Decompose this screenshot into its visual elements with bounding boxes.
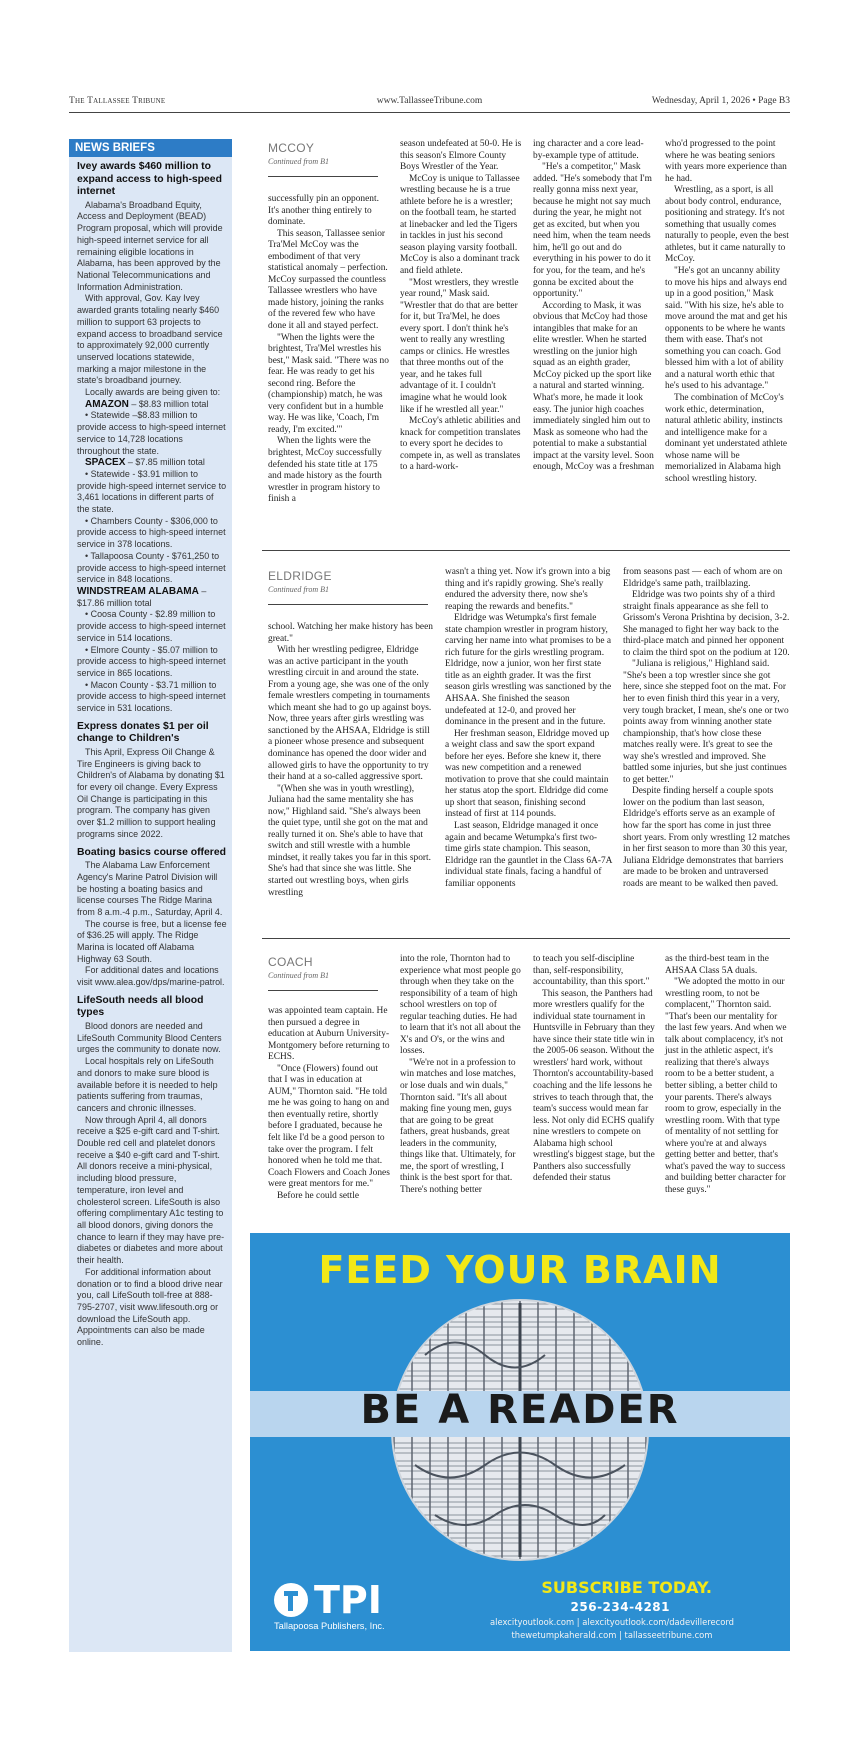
- paragraph: When the lights were the brightest, McCoy successfully defended his state title at 175 and made history as the fourth wrestler in program history to finish a: [268, 436, 382, 505]
- article-column: [533, 954, 655, 1185]
- award-item: • Chambers County - $306,000 to provide access to high-speed internet service in 378 locations.: [77, 515, 226, 550]
- article-column: [268, 1006, 390, 1202]
- brief-paragraph: The Alabama Law Enforcement Agency's Marine Patrol Division will be hosting a boating basics and license courses The Ridge Marina from 8 a.m.-4 p.m., Saturday, April 4.: [77, 860, 223, 917]
- paragraph: was appointed team captain. He then pursued a degree in education at Auburn University-Montgomery before returning to ECHS.: [268, 1006, 390, 1063]
- ad-headline: FEED YOUR BRAIN: [318, 1248, 722, 1292]
- brief-paragraph: This April, Express Oil Change & Tire Engineers is giving back to Children's of Alabama by donating $1 for every oil change. Every Express Oil Change is participating in this program. The company has given over $1.2 million to support healing programs since 2022.: [77, 746, 225, 839]
- ad-phone[interactable]: 256-234-4281: [570, 1600, 670, 1614]
- mccoy-kicker-box: [268, 141, 378, 166]
- brief-title: LifeSouth needs all blood types: [77, 994, 204, 1019]
- news-briefs-title: NEWS BRIEFS: [69, 139, 232, 157]
- paragraph: Despite finding herself a couple spots lower on the podium than last season, Eldridge's efforts serve as an example of how far the sport has come in just three short years. From only wrestling 12 matches in her first season to more than 30 this year, Juliana Eldridge demonstrates that barriers are made to be broken and untraversed roads are meant to be walked then paved.: [623, 786, 790, 889]
- article-column: [533, 139, 655, 474]
- award-item: • Statewide –$8.83 million to provide access to high-speed internet service to 14,728 locations throughout the state.: [77, 410, 226, 456]
- page-header: [69, 96, 790, 110]
- paragraph: Eldridge was Wetumpka's first female state champion wrestler in program history, carving her name into what promises to be a rich future for the girls wrestling program. Eldridge, now a junior, won her first state title as an eighth grader. It was the first season girls wrestling was sanctioned by the AHSAA. She finished the season undefeated at 12-0, and proved her dominance in the present and in the future.: [445, 613, 612, 728]
- continued-from: Continued from B1: [268, 971, 330, 980]
- article-column: [268, 194, 390, 506]
- article-column: [665, 139, 789, 485]
- paragraph: The combination of McCoy's work ethic, determination, natural athletic ability, instincts and intelligence make for a dominant yet understated athlete whose name will be memorialized in Alabama high school wrestling history.: [665, 393, 788, 484]
- award-amount: – $7.85 million total: [125, 457, 205, 468]
- brief-title: Express donates $1 per oil change to Children's: [77, 720, 209, 745]
- brief-paragraph: Alabama's Broadband Equity, Access and Deployment (BEAD) Program proposal, which will provide high-speed internet service for all remaining eligible locations in Alabama, has been approved by the National Telecommunications and Information Administration.: [77, 199, 223, 292]
- article-kicker: ELDRIDGE: [268, 569, 332, 583]
- paragraph: who'd progressed to the point where he was beating seniors with years more experience than he had.: [665, 139, 787, 184]
- article-column: [268, 622, 434, 899]
- kicker-rule: [268, 604, 428, 605]
- brief-paragraph: With approval, Gov. Kay Ivey awarded grants totaling nearly $460 million to support 63 projects to expand access to broadband service to approximately 92,000 currently unserved locations statewide, marking a major milestone in the state's broadband journey.: [77, 293, 223, 386]
- news-briefs-sidebar: [69, 139, 232, 1652]
- paragraph: school. Watching her make history has been great.": [268, 622, 433, 644]
- paragraph: as the third-best team in the AHSAA Class 5A duals.: [665, 954, 769, 976]
- award-name: SPACEX: [85, 457, 126, 469]
- paragraph: to teach you self-discipline than, self-responsibility, accountability, than this sport.": [533, 954, 650, 988]
- article-column: [400, 954, 522, 1196]
- article-column: [623, 567, 790, 890]
- brief-paragraph: Blood donors are needed and LifeSouth Community Blood Centers urges the community to donate now.: [77, 1021, 222, 1055]
- ad-cta[interactable]: SUBSCRIBE TODAY.: [541, 1578, 712, 1597]
- article-kicker: MCCOY: [268, 141, 315, 155]
- paragraph: season undefeated at 50-0. He is this season's Elmore County Boys Wrestler of the Year.: [400, 139, 522, 173]
- award-item: • Macon County - $3.71 million to provide access to high-speed internet service in 531 locations.: [77, 679, 226, 714]
- ad-sites[interactable]: alexcityoutlook.com | alexcityoutlook.com/dadevillerecord: [490, 1617, 734, 1627]
- ad-brand: TPI: [314, 1578, 382, 1622]
- ad-sites[interactable]: thewetumpkaherald.com | tallasseetribune.com: [511, 1630, 713, 1640]
- tpi-logo-icon: [274, 1583, 308, 1617]
- paragraph: Before he could settle: [277, 1190, 359, 1201]
- paragraph: successfully pin an opponent. It's another thing entirely to dominate.: [268, 194, 379, 228]
- paragraph: from seasons past — each of whom are on Eldridge's same path, trailblazing.: [623, 567, 783, 589]
- paragraph: McCoy's athletic abilities and knack for competition translates to every sport he decides to compete in, as well as translates to a hard-work-: [400, 416, 521, 473]
- brief-title: Boating basics course offered: [77, 846, 226, 858]
- award-windstream: [77, 586, 228, 609]
- paragraph: "(When she was in youth wrestling), Juliana had the same mentality she has now," Highland said. "She's always been the quiet type, until she got on the mat and really turned it on. She's able to have that switch and still wrestle with a humble mindset, it really takes you far in this sport. She's had that since she was little. She started out wrestling boys, when girls wrestling: [268, 783, 431, 898]
- paragraph: Last season, Eldridge managed it once again and became Wetumpka's first two-time girls state champion. This season, Eldridge ran the gauntlet in the Class 6A-7A individual state finals, facing a handful of familiar opponents: [445, 821, 612, 889]
- brief-paragraph: For additional information about donation or to find a blood drive near you, call LifeSouth toll-free at 888-795-2707, visit www.lifesouth.org or download the LifeSouth app. Appointments can also be made online.: [77, 1266, 223, 1348]
- paragraph: With her wrestling pedigree, Eldridge was an active participant in the youth wrestling circuit in and around the state. From a young age, she was one of the only female wrestlers competing in tournaments which meant she had to go up against boys. Now, three years after girls wrestling was sanctioned by the AHSAA, Eldridge is still a pioneer whose presence and subsequent dominance has opened the door wider and allowed girls to have the opportunity to try their hand at a so-called aggressive sport.: [268, 645, 432, 783]
- eldridge-kicker-box: [268, 569, 428, 594]
- paragraph: "He's got an uncanny ability to move his hips and always end up in a good position," Mask said. "With his size, he's able to move around the mat and get his opponents to be where he wants them with ease. That's not something you can coach. God blessed him with a lot of ability and a natural worth ethic that he's used to his advantage.": [665, 266, 788, 392]
- section-rule: [262, 550, 790, 551]
- paragraph: Wrestling, as a sport, is all about body control, endurance, positioning and strategy. It's not something that usually comes naturally to people, even the best athletes, but it came naturally to McCoy.: [665, 185, 789, 265]
- award-name: AMAZON: [85, 398, 129, 410]
- article-column: [445, 567, 613, 890]
- brief-title: Ivey awards $460 million to expand access to high-speed internet: [77, 161, 222, 198]
- article-kicker: COACH: [268, 955, 313, 969]
- brief-paragraph: Now through April 4, all donors receive a $25 e-gift card and T-shirt. Double red cell and platelet donors receive a $40 e-gift card and T-shirt. All donors receive a mini-physical, including blood pressure, temperature, iron level and cholesterol screen. LifeSouth is also offering complimentary A1c testing to all blood donors, giving donors the chance to learn if they may have pre-diabetes or diabetes and more about their health.: [77, 1114, 225, 1266]
- award-item: • Tallapoosa County - $761,250 to provide access to high-speed internet service in 848 locations.: [77, 550, 226, 585]
- paragraph: This season, the Panthers had more wrestlers qualify for the individual state tournament in Huntsville in February than they have since their state title win in the 2005-06 season. Without the wrestlers' hard work, without Thornton's accountability-based coaching and the life lessons he strives to teach through that, the team's success would mean far less. Not only did ECHS qualify nine wrestlers to compete on Alabama high school wrestling's biggest stage, but the Panthers also successfully defended their status: [533, 988, 655, 1184]
- paragraph: into the role, Thornton had to experience what most people go through when they take on the responsibility of a team of high school wrestlers on top of regular teaching duties. He had to learn that it's not all about the X's and O's, or the wins and losses.: [400, 954, 521, 1057]
- continued-from: Continued from B1: [268, 585, 330, 594]
- award-item: • Elmore County - $5.07 million to provide access to high-speed internet service in 865 locations.: [77, 644, 226, 678]
- paragraph: This season, Tallassee senior Tra'Mel McCoy was the embodiment of that very statistical anomaly – perfection. McCoy surpassed the countless Tallassee wrestlers who have made history, joining the ranks of the revered few who have done it all and stayed perfect.: [268, 228, 388, 332]
- kicker-rule: [268, 176, 378, 177]
- award-amazon: [77, 399, 228, 411]
- paragraph: wasn't a thing yet. Now it's grown into a big thing and it's rapidly growing. She's really endured the adversity there, now she's reaping the rewards and benefits.": [445, 567, 611, 612]
- article-column: [400, 139, 522, 474]
- brief-paragraph: The course is free, but a license fee of $36.25 will apply. The Ridge Marina is located off Alabama Highway 63 South.: [77, 918, 227, 964]
- ad-tagline: BE A READER: [360, 1387, 680, 1433]
- award-amount: – $17.86 million total: [77, 585, 207, 608]
- paragraph: "Once (Flowers) found out that I was in education at AUM," Thornton said. "He told me he was going to hang on and then eventually retire, shortly before I graduated, because he felt like I'd be a good person to take over the program. I felt honored when he told me that. Coach Flowers and Coach Jones were great mentors for me.": [268, 1063, 390, 1190]
- paragraph: McCoy is unique to Tallassee wrestling because he is a true athlete before he is a wrestler; on the football team, he started at linebacker and led the Tigers in tackles in just his second season playing varsity football. McCoy is also a dominant track and field athlete.: [400, 173, 520, 277]
- paragraph: "He's a competitor," Mask added. "He's somebody that I'm really gonna miss next year, because he might not say much during the year, he might not get as excited, but when you need him, when the team needs him, he'll go out and do everything in his power to do it for you, for the team, and he's gonna be excited about the opportunity.": [533, 162, 652, 300]
- paragraph: According to Mask, it was obvious that McCoy had those intangibles that make for an elite wrestler. When he started wrestling on the junior high squad as an eighth grader, McCoy picked up the sport like a natural and started winning. What's more, he made it look easy. The junior high coaches immediately singled him out to Mask as someone who had the potential to make a substantial impact at the varsity level. Soon enough, McCoy was a freshman: [533, 300, 655, 473]
- award-item: • Statewide - $3.91 million to provide high-speed internet service to 3,461 locations in different parts of the state.: [77, 468, 227, 515]
- paragraph: "We adopted the motto in our wrestling room, to not be complacent," Thornton said. "That's been our mentality for the last few years. And when we talk about complacency, it's not just in the athletic aspect, it's realizing that there's always room to be a better student, a better sibling, a better child to your parents. There's always room to grow, especially in the wrestling room. With that type of mentality of not settling for where you're at and always getting better and better, that's what's paved the way to success and building better character for these guys.": [665, 977, 787, 1195]
- brief-paragraph: Local hospitals rely on LifeSouth and donors to make sure blood is available before it is needed to help patients suffering from traumas, cancers and chronic illnesses.: [77, 1056, 218, 1113]
- ad-brand-sub: Tallapoosa Publishers, Inc.: [274, 1621, 385, 1631]
- subscription-ad[interactable]: [250, 1233, 790, 1651]
- award-amount: – $8.83 million total: [128, 398, 209, 409]
- paragraph: "Juliana is religious," Highland said. "She's been a top wrestler since she got here, since she stepped foot on the mat. For her to even finish third this year in a very, very tough bracket, I mean, she's one or two points away from winning another state championship, that's how close these matches really were. It's great to see the way she's wrestled and improved. She battled some injuries, but she just continues to get better.": [623, 659, 789, 785]
- award-item: • Coosa County - $2.89 million to provide access to high-speed internet service in 514 locations.: [77, 609, 226, 643]
- brief-paragraph: Locally awards are being given to:: [85, 387, 221, 398]
- kicker-rule: [268, 990, 378, 991]
- article-column: [665, 954, 789, 1196]
- paragraph: "Most wrestlers, they wrestle year round," Mask said. "Wrestler that do that are better for it, but Tra'Mel, he does every sport. I don't think he's went to really any wrestling camps or clinics. He wrestles that three months out of the year, and he takes full advantage of it. I couldn't imagine what he would look like if he wrestled all year.": [400, 277, 519, 415]
- brief-paragraph: For additional dates and locations visit www.alea.gov/dps/marine-patrol.: [77, 965, 225, 988]
- award-spacex: [77, 457, 228, 469]
- continued-from: Continued from B1: [268, 157, 330, 166]
- paragraph: "We're not in a profession to win matches and lose matches, or lose duals and win duals," Thornton said. "It's all about making fine young men, guys that are going to be great fathers, great husbands, great leaders in the community, things like that. Ultimately, for me, the sport of wrestling, I think is the best sport for that. There's nothing better: [400, 1057, 516, 1195]
- paragraph: "When the lights were the brightest, Tra'Mel wrestles his best," Mask said. "There was no fear. He was ready to get his second ring. Before the (championship) match, he was very confident but in a humble way. He was like, 'Coach, I'm ready, I'm excited.'": [268, 332, 389, 435]
- header-rule: [69, 112, 790, 113]
- section-rule: [262, 938, 790, 939]
- paragraph: Eldridge was two points shy of a third straight finals appearance as she fell to Grissom's Verona Prishtina by decision, 3-2. She managed to fight her way back to the third-place match and pinned her opponent to claim the third spot on the podium at 120.: [623, 590, 790, 658]
- paper-name: The Tallassee Tribune: [69, 96, 166, 106]
- paragraph: ing character and a core lead-by-example type of attitude.: [533, 139, 644, 161]
- paragraph: Her freshman season, Eldridge moved up a weight class and saw the sport expand before her eyes. Before she knew it, there was new competition and a renewed motivation to prove that she could maintain her status atop the sport. Eldridge did come up short that season, finishing second instead of first at 114 pounds.: [445, 728, 610, 820]
- date-page: Wednesday, April 1, 2026 • Page B3: [651, 96, 790, 106]
- coach-kicker-box: [268, 955, 378, 980]
- website-link[interactable]: www.TallasseeTribune.com: [376, 96, 483, 106]
- award-name: WINDSTREAM ALABAMA: [77, 585, 199, 597]
